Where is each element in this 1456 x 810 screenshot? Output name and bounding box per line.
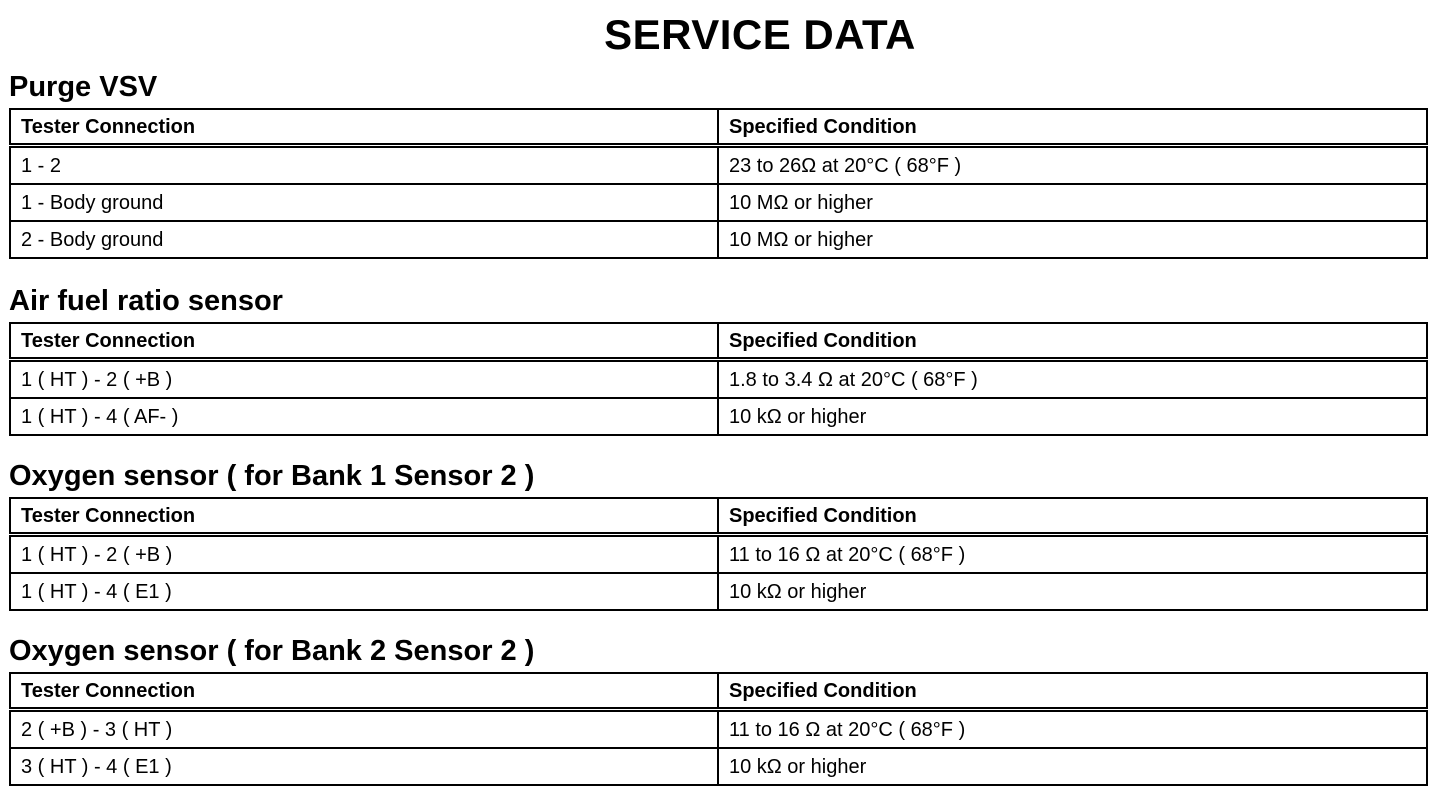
specified-condition-cell: 10 kΩ or higher bbox=[718, 573, 1427, 610]
specified-condition-cell: 10 MΩ or higher bbox=[718, 184, 1427, 221]
section-purge-vsv bbox=[9, 70, 1426, 259]
table-row bbox=[10, 748, 1427, 785]
spec-table bbox=[9, 672, 1428, 786]
specified-condition-cell: 10 kΩ or higher bbox=[718, 398, 1427, 435]
table-row bbox=[10, 573, 1427, 610]
tester-connection-cell: 3 ( HT ) - 4 ( E1 ) bbox=[10, 748, 718, 785]
section-title: Purge VSV bbox=[9, 71, 158, 103]
specified-condition-cell: 11 to 16 Ω at 20°C ( 68°F ) bbox=[718, 710, 1427, 749]
table-header-row bbox=[10, 323, 1427, 360]
header-specified-condition: Specified Condition bbox=[718, 109, 1427, 146]
tester-connection-cell: 1 ( HT ) - 2 ( +B ) bbox=[10, 360, 718, 399]
table-header-row bbox=[10, 498, 1427, 535]
table-row bbox=[10, 221, 1427, 258]
table-row bbox=[10, 710, 1427, 749]
specified-condition-cell: 10 MΩ or higher bbox=[718, 221, 1427, 258]
tester-connection-cell: 2 - Body ground bbox=[10, 221, 718, 258]
section-title: Air fuel ratio sensor bbox=[9, 285, 283, 317]
specified-condition-cell: 23 to 26Ω at 20°C ( 68°F ) bbox=[718, 146, 1427, 185]
tester-connection-cell: 1 - Body ground bbox=[10, 184, 718, 221]
tester-connection-cell: 2 ( +B ) - 3 ( HT ) bbox=[10, 710, 718, 749]
table-row bbox=[10, 398, 1427, 435]
table-row bbox=[10, 146, 1427, 185]
section-oxygen-sensor-bank-1 bbox=[9, 459, 1426, 611]
specified-condition-cell: 10 kΩ or higher bbox=[718, 748, 1427, 785]
header-specified-condition: Specified Condition bbox=[718, 673, 1427, 710]
section-oxygen-sensor-bank-2 bbox=[9, 634, 1426, 786]
section-air-fuel-ratio-sensor bbox=[9, 284, 1426, 436]
tester-connection-cell: 1 ( HT ) - 4 ( AF- ) bbox=[10, 398, 718, 435]
spec-table bbox=[9, 322, 1428, 436]
spec-table bbox=[9, 108, 1428, 259]
header-specified-condition: Specified Condition bbox=[718, 498, 1427, 535]
section-title: Oxygen sensor ( for Bank 1 Sensor 2 ) bbox=[9, 460, 535, 492]
table-header-row bbox=[10, 673, 1427, 710]
section-title: Oxygen sensor ( for Bank 2 Sensor 2 ) bbox=[9, 635, 535, 667]
table-header-row bbox=[10, 109, 1427, 146]
header-tester-connection: Tester Connection bbox=[10, 109, 718, 146]
table-row bbox=[10, 184, 1427, 221]
tester-connection-cell: 1 ( HT ) - 4 ( E1 ) bbox=[10, 573, 718, 610]
tester-connection-cell: 1 ( HT ) - 2 ( +B ) bbox=[10, 535, 718, 574]
header-tester-connection: Tester Connection bbox=[10, 498, 718, 535]
table-row bbox=[10, 535, 1427, 574]
page-title: SERVICE DATA bbox=[604, 11, 916, 58]
spec-table bbox=[9, 497, 1428, 611]
header-specified-condition: Specified Condition bbox=[718, 323, 1427, 360]
header-tester-connection: Tester Connection bbox=[10, 323, 718, 360]
specified-condition-cell: 1.8 to 3.4 Ω at 20°C ( 68°F ) bbox=[718, 360, 1427, 399]
tester-connection-cell: 1 - 2 bbox=[10, 146, 718, 185]
table-row bbox=[10, 360, 1427, 399]
specified-condition-cell: 11 to 16 Ω at 20°C ( 68°F ) bbox=[718, 535, 1427, 574]
header-tester-connection: Tester Connection bbox=[10, 673, 718, 710]
